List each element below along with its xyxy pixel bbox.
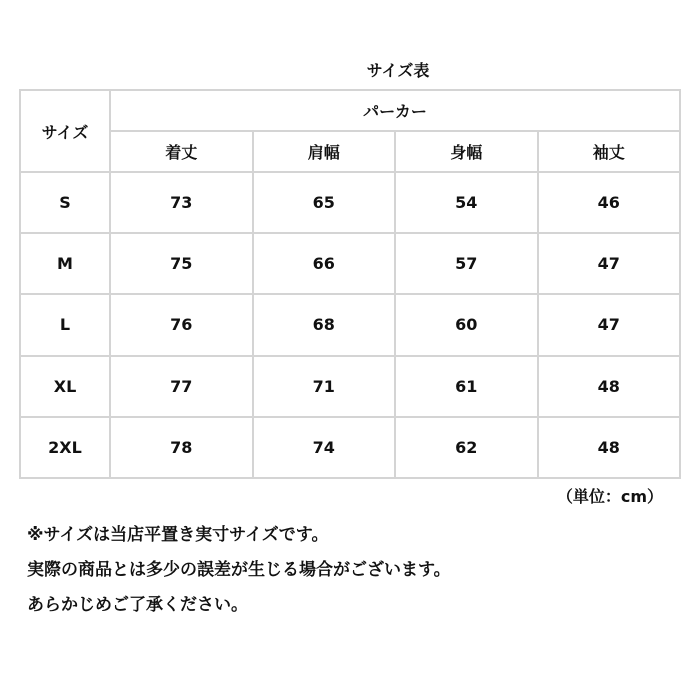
size-header-cell: サイズ — [20, 90, 110, 172]
value-cell: 65 — [253, 172, 396, 233]
size-notes — [27, 518, 451, 623]
size-cell: M — [20, 233, 110, 294]
table-row — [20, 233, 680, 294]
value-cell: 66 — [253, 233, 396, 294]
value-cell: 47 — [538, 233, 681, 294]
table-row — [20, 294, 680, 355]
table-row — [20, 417, 680, 478]
size-table — [19, 89, 681, 479]
value-cell: 68 — [253, 294, 396, 355]
size-cell: XL — [20, 356, 110, 417]
size-cell: 2XL — [20, 417, 110, 478]
value-cell: 76 — [110, 294, 253, 355]
table-subheader-row — [20, 131, 680, 172]
column-header-shoulder: 肩幅 — [253, 131, 396, 172]
table-row — [20, 356, 680, 417]
size-cell: S — [20, 172, 110, 233]
column-header-length: 着丈 — [110, 131, 253, 172]
value-cell: 75 — [110, 233, 253, 294]
value-cell: 71 — [253, 356, 396, 417]
value-cell: 48 — [538, 356, 681, 417]
value-cell: 48 — [538, 417, 681, 478]
value-cell: 78 — [110, 417, 253, 478]
product-group-header: パーカー — [110, 90, 680, 131]
note-line: ※サイズは当店平置き実寸サイズです。 — [27, 525, 329, 545]
column-header-sleeve: 袖丈 — [538, 131, 681, 172]
value-cell: 74 — [253, 417, 396, 478]
value-cell: 60 — [395, 294, 538, 355]
table-header-row — [20, 90, 680, 131]
note-line: 実際の商品とは多少の誤差が生じる場合がございます。 — [27, 560, 451, 580]
value-cell: 54 — [395, 172, 538, 233]
unit-label: （単位：cm） — [556, 487, 663, 506]
page-title: サイズ表 — [366, 61, 430, 80]
value-cell: 77 — [110, 356, 253, 417]
table-row — [20, 172, 680, 233]
note-line: あらかじめご了承ください。 — [27, 595, 248, 615]
value-cell: 62 — [395, 417, 538, 478]
value-cell: 73 — [110, 172, 253, 233]
value-cell: 61 — [395, 356, 538, 417]
value-cell: 46 — [538, 172, 681, 233]
size-cell: L — [20, 294, 110, 355]
value-cell: 47 — [538, 294, 681, 355]
value-cell: 57 — [395, 233, 538, 294]
column-header-width: 身幅 — [395, 131, 538, 172]
